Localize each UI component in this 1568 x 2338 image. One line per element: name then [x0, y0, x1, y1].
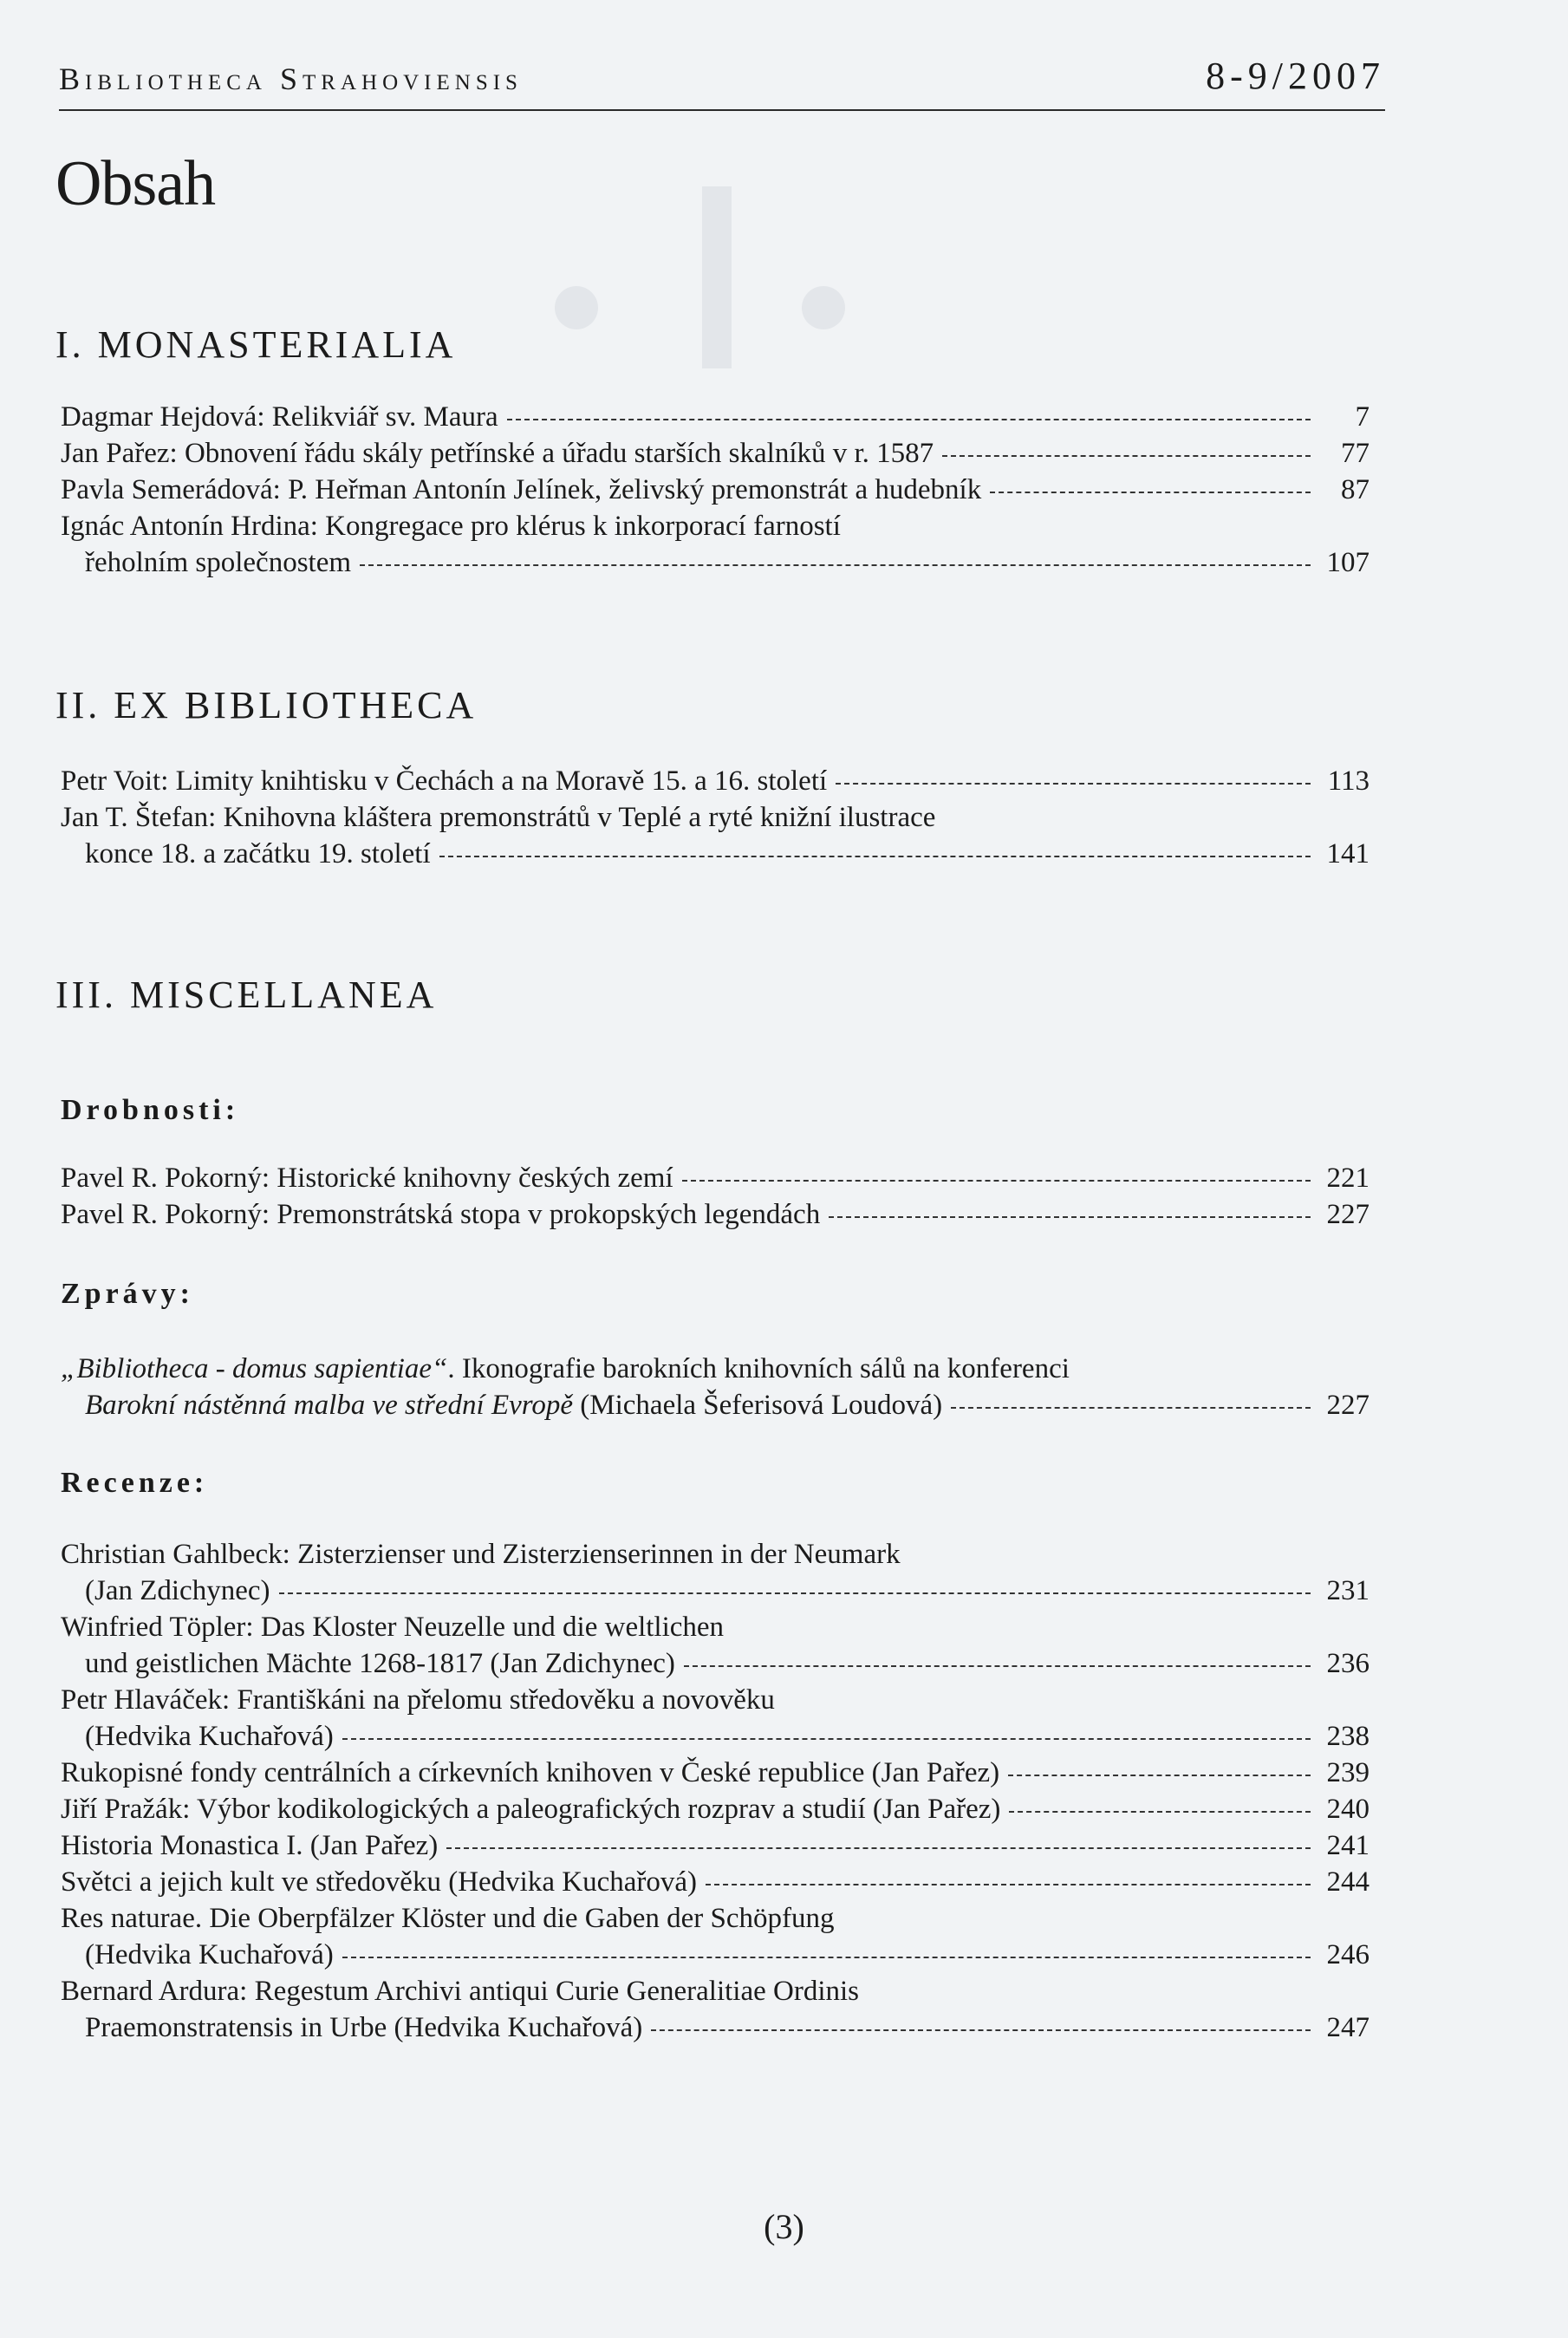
dot-leader	[990, 492, 1311, 493]
entry-page-number: 87	[1341, 474, 1370, 505]
entry-page-number: 227	[1326, 1199, 1370, 1230]
entry-page-number: 247	[1326, 2012, 1370, 2043]
dot-leader	[279, 1592, 1311, 1594]
entry-title: Petr Voit: Limity knihtisku v Čechách a na Moravě 15. a 16. století	[61, 765, 828, 797]
dot-leader	[706, 1884, 1311, 1885]
entry-page-number: 77	[1341, 438, 1370, 469]
dot-leader	[829, 1216, 1311, 1218]
toc-entry[interactable]	[61, 1827, 1370, 1864]
entry-page-number: 227	[1326, 1390, 1370, 1421]
entry-title-continuation: řeholním společnostem	[85, 547, 352, 578]
entry-title-continuation: (Hedvika Kuchařová)	[85, 1721, 334, 1752]
toc-entry[interactable]	[61, 508, 1370, 581]
section-heading-monasterialia: I. MONASTERIALIA	[55, 323, 457, 366]
dot-leader	[684, 1665, 1311, 1667]
entry-title: Winfried Töpler: Das Kloster Neuzelle und die weltlichen	[61, 1612, 725, 1643]
toc-entry[interactable]	[61, 763, 1370, 799]
dot-leader	[682, 1180, 1311, 1182]
entry-page-number: 238	[1326, 1721, 1370, 1752]
dot-leader	[446, 1847, 1311, 1849]
entry-title: Pavel R. Pokorný: Premonstrátská stopa v prokopských legendách	[61, 1199, 821, 1230]
dot-leader	[951, 1407, 1311, 1409]
header-rule	[59, 109, 1385, 111]
dot-leader	[651, 2029, 1311, 2031]
entry-title-italic: „Bibliotheca - domus sapientiae“	[61, 1353, 448, 1384]
entry-page-number: 113	[1327, 765, 1370, 797]
bleed-through-logo-dot	[555, 286, 598, 329]
entry-page-number: 246	[1326, 1939, 1370, 1970]
toc-entry[interactable]	[61, 799, 1370, 872]
entry-title: Pavla Semerádová: P. Heřman Antonín Jelínek, želivský premonstrát a hudebník	[61, 474, 982, 505]
running-header	[59, 54, 1385, 106]
entry-page-number: 239	[1326, 1757, 1370, 1788]
entry-title: Světci a jejich kult ve středověku (Hedvika Kuchařová)	[61, 1866, 697, 1898]
entry-title-italic: Barokní nástěnná malba ve střední Evropě	[85, 1390, 574, 1421]
entry-title: Jan Pařez: Obnovení řádu skály petřínské a úřadu starších skalníků v r. 1587	[61, 438, 934, 469]
entry-title: Petr Hlaváček: Františkáni na přelomu středověku a novověku	[61, 1684, 775, 1716]
entry-title: Res naturae. Die Oberpfälzer Klöster und die Gaben der Schöpfung	[61, 1903, 835, 1934]
toc-entry[interactable]	[61, 1536, 1370, 1609]
toc-entry[interactable]	[61, 1900, 1370, 1973]
entry-title: Christian Gahlbeck: Zisterzienser und Zisterzienserinnen in der Neumark	[61, 1539, 901, 1570]
entry-title-continuation: und geistlichen Mächte 1268-1817 (Jan Zdichynec)	[85, 1648, 675, 1679]
dot-leader	[942, 455, 1311, 457]
toc-entry[interactable]	[61, 399, 1370, 435]
entry-title: Ignác Antonín Hrdina: Kongregace pro klérus k inkorporací farností	[61, 511, 841, 542]
entry-title: Bernard Ardura: Regestum Archivi antiqui Curie Generalitiae Ordinis	[61, 1976, 860, 2007]
page-title: Obsah	[55, 148, 216, 219]
section-heading-ex-bibliotheca: II. EX BIBLIOTHECA	[55, 684, 478, 726]
toc-entry[interactable]	[61, 1351, 1370, 1423]
entry-page-number: 244	[1326, 1866, 1370, 1898]
dot-leader	[439, 856, 1311, 857]
dot-leader	[360, 564, 1311, 566]
subheading-zpravy: Zprávy:	[61, 1278, 194, 1310]
entry-title-continuation: konce 18. a začátku 19. století	[85, 838, 431, 869]
entry-title: Pavel R. Pokorný: Historické knihovny českých zemí	[61, 1162, 673, 1194]
entry-title-continuation: (Hedvika Kuchařová)	[85, 1939, 334, 1970]
entry-title: Dagmar Hejdová: Relikviář sv. Maura	[61, 401, 498, 433]
subheading-drobnosti: Drobnosti:	[61, 1094, 240, 1126]
toc-entry[interactable]	[61, 1791, 1370, 1827]
entry-page-number: 107	[1326, 547, 1370, 578]
entry-page-number: 240	[1326, 1794, 1370, 1825]
bleed-through-logo-dot	[802, 286, 845, 329]
entry-title: . Ikonografie barokních knihovních sálů na konferenci	[447, 1353, 1070, 1384]
entry-page-number: 236	[1326, 1648, 1370, 1679]
toc-entry[interactable]	[61, 1609, 1370, 1682]
entry-page-number: 7	[1355, 401, 1370, 433]
entry-page-number: 221	[1326, 1162, 1370, 1194]
dot-leader	[507, 419, 1311, 420]
issue-number: 8-9/2007	[1206, 55, 1385, 97]
toc-entry[interactable]	[61, 1196, 1370, 1233]
entry-title-continuation: (Jan Zdichynec)	[85, 1575, 270, 1606]
entry-title: Historia Monastica I. (Jan Pařez)	[61, 1830, 439, 1861]
toc-entry[interactable]	[61, 435, 1370, 472]
subheading-recenze: Recenze:	[61, 1467, 209, 1499]
bleed-through-logo-bar	[702, 186, 732, 368]
entry-page-number: 231	[1326, 1575, 1370, 1606]
dot-leader	[836, 783, 1311, 785]
entry-title: Jan T. Štefan: Knihovna kláštera premonstrátů v Teplé a ryté knižní ilustrace	[61, 802, 936, 833]
entry-page-number: 141	[1326, 838, 1370, 869]
entry-title: Jiří Pražák: Výbor kodikologických a paleografických rozprav a studií (Jan Pařez)	[61, 1794, 1001, 1825]
toc-entry[interactable]	[61, 1682, 1370, 1755]
entry-page-number: 241	[1326, 1830, 1370, 1861]
toc-entry[interactable]	[61, 1160, 1370, 1196]
toc-entry[interactable]	[61, 1973, 1370, 2046]
toc-entry[interactable]	[61, 472, 1370, 508]
toc-entry[interactable]	[61, 1864, 1370, 1900]
page-number: (3)	[764, 2207, 804, 2246]
dot-leader	[342, 1738, 1311, 1740]
journal-title: Bibliotheca Strahoviensis	[59, 62, 523, 96]
dot-leader	[1008, 1775, 1311, 1776]
toc-entry[interactable]	[61, 1755, 1370, 1791]
entry-title-continuation: (Michaela Šeferisová Loudová)	[573, 1390, 943, 1421]
entry-title-continuation: Praemonstratensis in Urbe (Hedvika Kuchařová)	[85, 2012, 643, 2043]
entry-title: Rukopisné fondy centrálních a církevních knihoven v České republice (Jan Pařez)	[61, 1757, 1000, 1788]
dot-leader	[342, 1957, 1311, 1958]
dot-leader	[1009, 1811, 1311, 1813]
section-heading-miscellanea: III. MISCELLANEA	[55, 974, 438, 1016]
